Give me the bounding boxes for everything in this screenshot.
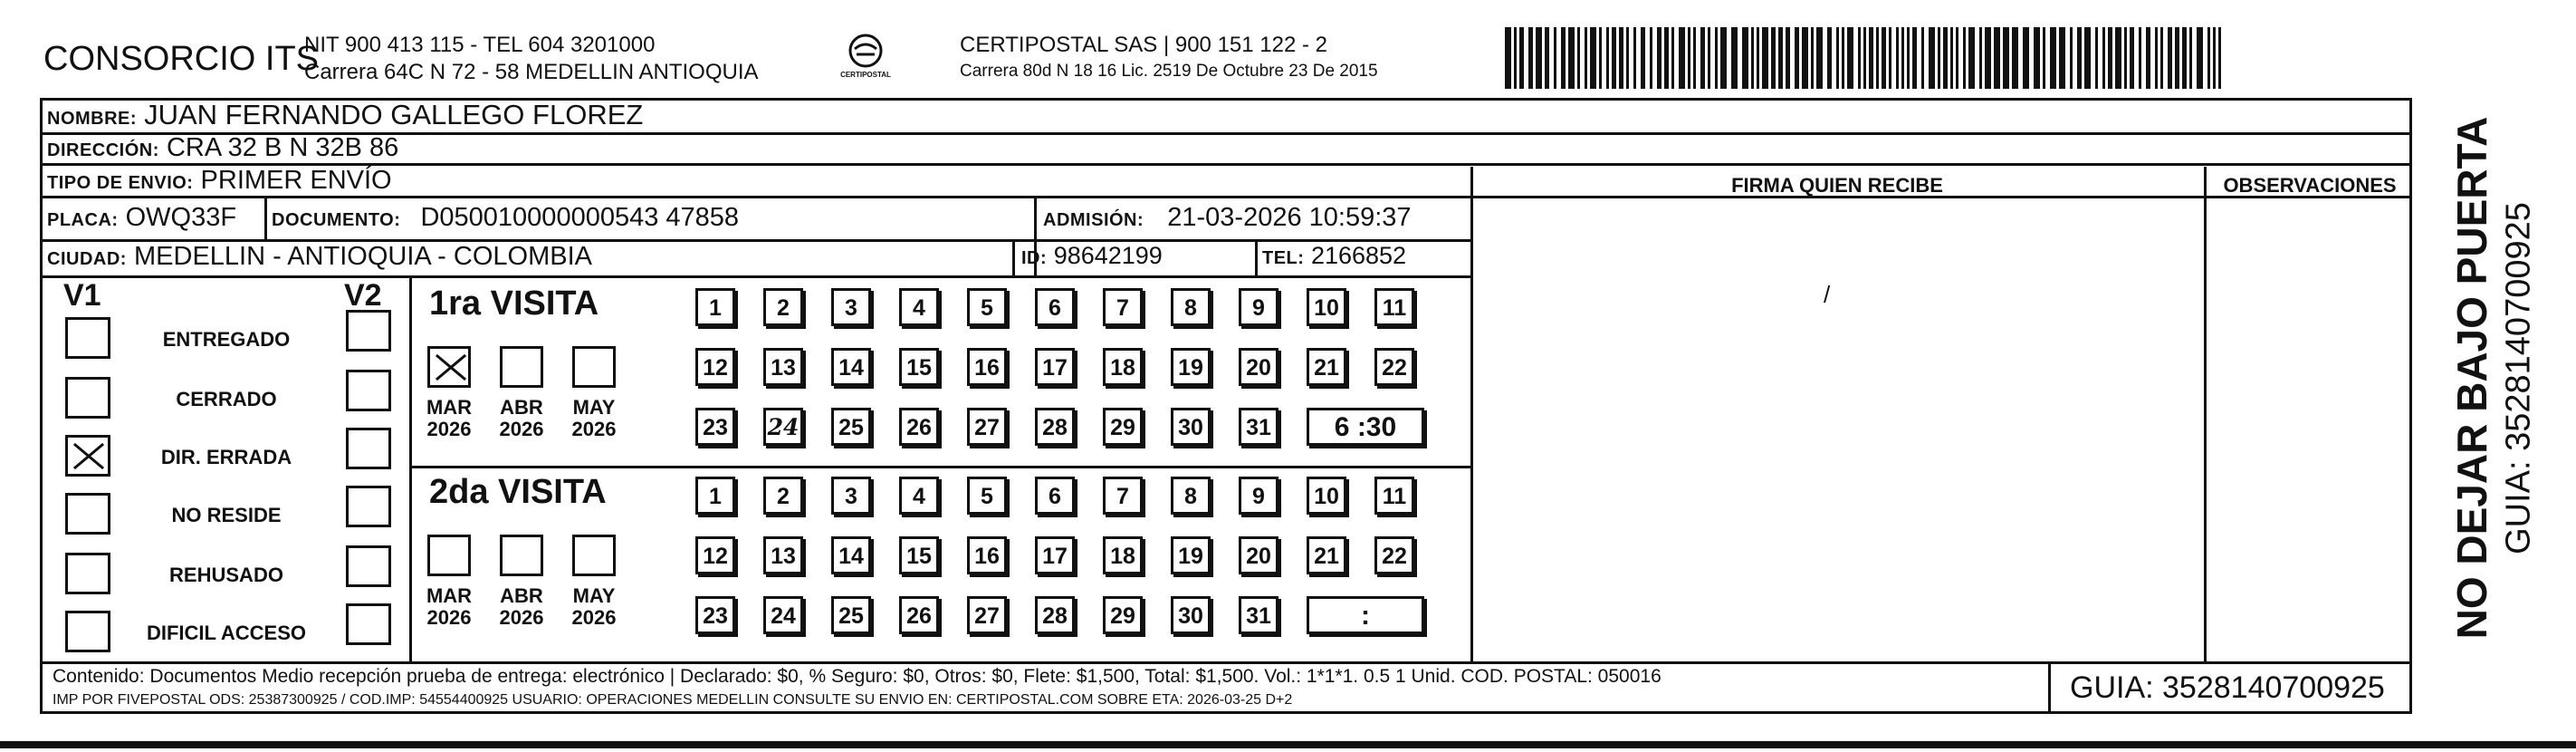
day-cell[interactable]: 20 xyxy=(1239,348,1278,386)
day-cell[interactable]: 27 xyxy=(967,408,1007,446)
barcode-bar xyxy=(1650,27,1652,89)
barcode-bar xyxy=(2108,27,2112,89)
id-label: ID: xyxy=(1021,248,1048,268)
day-cell[interactable]: 29 xyxy=(1103,408,1143,446)
month-name: MAR xyxy=(426,584,473,607)
rule xyxy=(40,661,2412,664)
day-cell[interactable]: 5 xyxy=(967,288,1007,326)
barcode-bar xyxy=(1921,27,1924,89)
id-value: 98642199 xyxy=(1053,242,1163,269)
barcode-bar xyxy=(2124,27,2127,89)
day-cell[interactable]: 15 xyxy=(899,348,939,386)
day-cell[interactable]: 14 xyxy=(831,348,871,386)
barcode-bar xyxy=(1626,27,1629,89)
day-cell[interactable]: 30 xyxy=(1171,408,1211,446)
barcode-bar xyxy=(1869,27,1873,89)
placa-value: OWQ33F xyxy=(125,203,237,232)
barcode-bar xyxy=(1762,27,1768,89)
day-cell[interactable]: 3 xyxy=(831,477,871,515)
footer-guia: GUIA: 3528140700925 xyxy=(2070,670,2385,705)
month-name: MAY xyxy=(572,584,616,607)
barcode-bar xyxy=(1568,27,1575,89)
barcode-bar xyxy=(1700,27,1705,89)
barcode-bar xyxy=(2003,27,2009,89)
v1-header: V1 xyxy=(63,278,101,313)
side-guia: GUIA: 3528140700925 xyxy=(2499,202,2538,554)
footer-content: Contenido: Documentos Medio recepción prueba de entrega: electrónico | Declarado: $0, % Seguro: $0, Otros: $0, Flete: $1,500, Total: $1,500. Vol.: 1*1*1. 0.5 1 Unid. COD. POSTAL: 050016 xyxy=(53,666,1661,687)
nombre-field xyxy=(47,99,643,131)
barcode-bar xyxy=(1505,27,1511,89)
day-cell[interactable]: 28 xyxy=(1035,408,1075,446)
barcode-bar xyxy=(1612,27,1616,89)
barcode-bar xyxy=(1679,27,1685,89)
visit-title: 1ra VISITA xyxy=(429,284,599,323)
status-label: DIR. ERRADA xyxy=(160,446,292,468)
rule xyxy=(2048,661,2051,714)
direccion-value: CRA 32 B N 32B 86 xyxy=(166,133,399,162)
documento-value: D050010000000543 47858 xyxy=(420,203,740,232)
ciudad-label: CIUDAD: xyxy=(47,249,127,269)
day-cell[interactable]: 26 xyxy=(899,408,939,446)
day-cell[interactable]: 6 xyxy=(1035,288,1075,326)
id-field xyxy=(1021,242,1163,270)
month-checkbox[interactable] xyxy=(572,346,616,388)
tipo-envio-value: PRIMER ENVÍO xyxy=(200,166,392,195)
company-nit: NIT 900 413 115 - TEL 604 3201000 xyxy=(304,33,656,57)
v2-checkbox[interactable] xyxy=(346,370,391,411)
placa-field xyxy=(47,203,236,233)
day-cell[interactable]: 18 xyxy=(1103,348,1143,386)
tel-field xyxy=(1262,242,1406,270)
visit-title: 2da VISITA xyxy=(429,473,607,511)
status-label: NO RESIDE xyxy=(171,504,282,526)
day-cell[interactable]: 13 xyxy=(763,536,803,574)
day-cell[interactable]: 28 xyxy=(1035,596,1075,634)
barcode-bar xyxy=(1561,27,1566,89)
barcode-bar xyxy=(2207,27,2210,89)
month-label xyxy=(420,397,478,440)
nombre-label: NOMBRE: xyxy=(47,109,138,129)
barcode-bar xyxy=(2023,27,2029,89)
day-cell[interactable]: 1 xyxy=(695,477,735,515)
barcode-bar xyxy=(2189,27,2192,89)
v2-header: V2 xyxy=(344,278,382,313)
month-name: MAY xyxy=(572,396,616,419)
barcode-bar xyxy=(1858,27,1861,89)
day-cell[interactable]: 5 xyxy=(967,477,1007,515)
day-cell[interactable]: 19 xyxy=(1171,536,1211,574)
rule xyxy=(409,466,1470,468)
barcode-bar xyxy=(2139,27,2141,89)
month-checkbox[interactable] xyxy=(427,346,471,388)
day-cell[interactable]: 9 xyxy=(1239,477,1278,515)
barcode-bar xyxy=(2070,27,2073,89)
v2-checkbox[interactable] xyxy=(346,310,391,352)
barcode-bar xyxy=(1664,27,1669,89)
day-cell[interactable]: 18 xyxy=(1103,536,1143,574)
day-cell[interactable]: 16 xyxy=(967,536,1007,574)
barcode-bar xyxy=(1757,27,1759,89)
day-cell[interactable]: 29 xyxy=(1103,596,1143,634)
v1-checkbox[interactable] xyxy=(65,493,110,535)
barcode-bar xyxy=(1778,27,1783,89)
time-field[interactable]: 6 :30 xyxy=(1307,408,1424,446)
barcode-bar xyxy=(1882,27,1886,89)
tipo-envio-label: TIPO DE ENVIO: xyxy=(47,173,194,193)
barcode-bar xyxy=(1979,27,1982,89)
day-cell[interactable]: 10 xyxy=(1307,288,1346,326)
v1-checkbox[interactable] xyxy=(65,435,110,477)
day-cell[interactable]: 24 xyxy=(763,408,803,446)
day-cell[interactable]: 11 xyxy=(1374,477,1414,515)
barcode-bar xyxy=(1876,27,1879,89)
month-label xyxy=(493,397,551,440)
barcode-bar xyxy=(2182,27,2187,89)
v2-checkbox[interactable] xyxy=(346,486,391,527)
day-cell[interactable]: 10 xyxy=(1307,477,1346,515)
barcode-bar xyxy=(2155,27,2158,89)
barcode-bar xyxy=(2130,27,2134,89)
barcode-bar xyxy=(1545,27,1549,89)
day-cell[interactable]: 8 xyxy=(1171,477,1211,515)
day-cell[interactable]: 15 xyxy=(899,536,939,574)
signature-mark: / xyxy=(1824,281,1831,308)
day-cell[interactable]: 7 xyxy=(1103,477,1143,515)
barcode-bar xyxy=(1731,27,1738,89)
status-label: REHUSADO xyxy=(169,564,283,586)
ciudad-value: MEDELLIN - ANTIOQUIA - COLOMBIA xyxy=(134,242,592,271)
day-cell[interactable]: 21 xyxy=(1307,348,1346,386)
rule xyxy=(1255,239,1258,275)
barcode-bar xyxy=(1907,27,1910,89)
barcode-bar xyxy=(1693,27,1696,89)
company-name: CONSORCIO ITS xyxy=(43,40,320,78)
barcode-bar xyxy=(1836,27,1839,89)
barcode-bar xyxy=(2213,27,2216,89)
barcode-bar xyxy=(1633,27,1636,89)
v1-checkbox[interactable] xyxy=(65,377,110,419)
day-cell[interactable]: 21 xyxy=(1307,536,1346,574)
day-cell[interactable]: 16 xyxy=(967,348,1007,386)
month-year: 2026 xyxy=(426,418,472,440)
certipostal-logo xyxy=(838,31,893,85)
admision-label: ADMISIÓN: xyxy=(1043,210,1144,230)
barcode-bar xyxy=(1519,27,1524,89)
barcode-bar xyxy=(1606,27,1609,89)
month-year: 2026 xyxy=(571,418,617,440)
barcode-bar xyxy=(1827,27,1832,89)
barcode-bar xyxy=(1847,27,1853,89)
month-year: 2026 xyxy=(571,606,617,629)
month-label xyxy=(493,585,551,629)
day-cell[interactable]: 31 xyxy=(1239,408,1278,446)
company-address: Carrera 64C N 72 - 58 MEDELLIN ANTIOQUIA xyxy=(304,60,759,84)
rule xyxy=(1470,167,1473,661)
day-cell[interactable]: 4 xyxy=(899,288,939,326)
day-cell[interactable]: 4 xyxy=(899,477,939,515)
barcode-bar xyxy=(1816,27,1823,89)
barcode-bar xyxy=(2012,27,2018,89)
v1-checkbox[interactable] xyxy=(65,553,110,594)
day-cell[interactable]: 31 xyxy=(1239,596,1278,634)
day-cell[interactable]: 14 xyxy=(831,536,871,574)
barcode-bar xyxy=(1994,27,2000,89)
barcode-bar xyxy=(2050,27,2056,89)
day-cell[interactable]: 7 xyxy=(1103,288,1143,326)
rule xyxy=(1012,239,1015,275)
month-checkbox[interactable] xyxy=(500,346,543,388)
barcode-bar xyxy=(1720,27,1727,89)
day-cell[interactable]: 6 xyxy=(1035,477,1075,515)
barcode-bar xyxy=(2146,27,2150,89)
rule xyxy=(264,196,267,239)
day-cell[interactable]: 30 xyxy=(1171,596,1211,634)
barcode-bar xyxy=(1950,27,1953,89)
barcode-bar xyxy=(1619,27,1623,89)
barcode-bar xyxy=(1938,27,1940,89)
barcode-bar xyxy=(1514,27,1517,89)
barcode-bar xyxy=(2034,27,2040,89)
day-cell[interactable]: 17 xyxy=(1035,536,1075,574)
barcode-bar xyxy=(1811,27,1814,89)
day-cell[interactable]: 22 xyxy=(1374,536,1414,574)
month-checkbox[interactable] xyxy=(427,535,471,576)
month-label xyxy=(420,585,478,629)
barcode-bar xyxy=(2218,27,2221,89)
day-cell[interactable]: 27 xyxy=(967,596,1007,634)
barcode-bar xyxy=(2160,27,2163,89)
v2-checkbox[interactable] xyxy=(346,428,391,469)
day-cell[interactable]: 25 xyxy=(831,596,871,634)
barcode-bar xyxy=(1657,27,1661,89)
admision-field xyxy=(1043,203,1412,233)
carrier-name: CERTIPOSTAL SAS | 900 151 122 - 2 xyxy=(960,33,1327,57)
barcode-bar xyxy=(1771,27,1776,89)
day-cell[interactable]: 23 xyxy=(695,408,735,446)
day-cell[interactable]: 23 xyxy=(695,596,735,634)
nombre-value: JUAN FERNANDO GALLEGO FLOREZ xyxy=(144,99,644,130)
placa-label: PLACA: xyxy=(47,210,119,230)
tel-label: TEL: xyxy=(1262,248,1305,268)
day-cell[interactable]: 25 xyxy=(831,408,871,446)
direccion-field xyxy=(47,133,398,163)
rule xyxy=(40,275,1470,278)
day-cell[interactable]: 13 xyxy=(763,348,803,386)
barcode-bar xyxy=(1929,27,1935,89)
barcode-bar xyxy=(2077,27,2082,89)
month-year: 2026 xyxy=(426,606,472,629)
firma-header: FIRMA QUIEN RECIBE xyxy=(1731,174,1943,197)
day-cell[interactable]: 8 xyxy=(1171,288,1211,326)
bottom-rule xyxy=(0,741,2576,748)
month-checkbox[interactable] xyxy=(500,535,543,576)
barcode-bar xyxy=(1901,27,1904,89)
logo-caption: CERTIPOSTAL xyxy=(840,71,891,79)
barcode-bar xyxy=(1708,27,1710,89)
barcode-bar xyxy=(1671,27,1674,89)
barcode-bar xyxy=(1912,27,1917,89)
admision-value: 21-03-2026 10:59:37 xyxy=(1167,203,1412,232)
month-label xyxy=(565,397,623,440)
barcode-bar xyxy=(1956,27,1958,89)
day-cell[interactable]: 2 xyxy=(763,477,803,515)
barcode-bar xyxy=(1536,27,1542,89)
v1-checkbox[interactable] xyxy=(65,611,110,652)
barcode-bar xyxy=(1896,27,1899,89)
barcode-bar xyxy=(2168,27,2172,89)
side-warning: NO DEJAR BAJO PUERTA xyxy=(2448,116,2495,640)
day-cell[interactable]: 22 xyxy=(1374,348,1414,386)
barcode-bar xyxy=(1641,27,1645,89)
barcode-bar xyxy=(1585,27,1587,89)
month-checkbox[interactable] xyxy=(572,535,616,576)
barcode-bar xyxy=(1802,27,1808,89)
day-cell[interactable]: 2 xyxy=(763,288,803,326)
barcode-bar xyxy=(1842,27,1844,89)
barcode-bar xyxy=(1968,27,1975,89)
rule xyxy=(2204,167,2207,661)
day-cell[interactable]: 19 xyxy=(1171,348,1211,386)
barcode-bar xyxy=(2175,27,2179,89)
month-year: 2026 xyxy=(499,606,544,629)
day-cell[interactable]: 20 xyxy=(1239,536,1278,574)
barcode-bar xyxy=(2059,27,2065,89)
day-cell[interactable]: 3 xyxy=(831,288,871,326)
barcode-bar xyxy=(2115,27,2121,89)
barcode-bar xyxy=(1590,27,1596,89)
tel-value: 2166852 xyxy=(1310,242,1407,269)
barcode-bar xyxy=(1963,27,1966,89)
month-name: ABR xyxy=(500,396,543,419)
barcode-bar xyxy=(2102,27,2105,89)
day-cell[interactable]: 17 xyxy=(1035,348,1075,386)
status-label: ENTREGADO xyxy=(162,328,291,351)
observaciones-header: OBSERVACIONES xyxy=(2223,174,2397,197)
footer-imp: IMP POR FIVEPOSTAL ODS: 25387300925 / COD.IMP: 54554400925 USUARIO: OPERACIONES MEDELLIN CONSULTE SU ENVIO EN: CERTIPOSTAL.COM SOBRE ETA: 2026-03-25 D+2 xyxy=(53,692,1293,708)
barcode-bar xyxy=(2084,27,2091,89)
month-label xyxy=(565,585,623,629)
rule xyxy=(40,163,2412,166)
documento-label: DOCUMENTO: xyxy=(272,210,401,230)
barcode-bar xyxy=(1742,27,1748,89)
v2-checkbox[interactable] xyxy=(346,603,391,645)
status-label: DIFICIL ACCESO xyxy=(146,622,306,644)
barcode-bar xyxy=(1863,27,1866,89)
ciudad-field xyxy=(47,242,592,272)
day-cell[interactable]: 26 xyxy=(899,596,939,634)
month-name: ABR xyxy=(500,584,543,607)
barcode-bar xyxy=(1795,27,1799,89)
barcode-bar xyxy=(1715,27,1718,89)
day-cell[interactable]: 9 xyxy=(1239,288,1278,326)
v2-checkbox[interactable] xyxy=(346,545,391,587)
barcode-bar xyxy=(1889,27,1891,89)
barcode-bar xyxy=(2197,27,2203,89)
tipo-envio-field xyxy=(47,166,392,196)
barcode-bar xyxy=(1599,27,1602,89)
barcode xyxy=(1505,0,2229,100)
side-text xyxy=(2419,116,2538,643)
day-cell[interactable]: 12 xyxy=(695,348,735,386)
barcode-bar xyxy=(1528,27,1533,89)
barcode-bar xyxy=(1554,27,1556,89)
barcode-bar xyxy=(2095,27,2098,89)
day-cell[interactable]: 24 xyxy=(763,596,803,634)
v1-checkbox[interactable] xyxy=(65,317,110,359)
month-name: MAR xyxy=(426,396,473,419)
rule xyxy=(409,275,412,661)
documento-field xyxy=(272,203,739,233)
direccion-label: DIRECCIÓN: xyxy=(47,140,159,160)
month-year: 2026 xyxy=(499,418,544,440)
barcode-bar xyxy=(1943,27,1948,89)
barcode-bar xyxy=(1577,27,1580,89)
time-field[interactable]: : xyxy=(1307,596,1424,634)
barcode-bar xyxy=(1985,27,1991,89)
status-label: CERRADO xyxy=(176,388,277,410)
day-cell[interactable]: 12 xyxy=(695,536,735,574)
barcode-bar xyxy=(1688,27,1690,89)
carrier-address: Carrera 80d N 18 16 Lic. 2519 De Octubre 23 De 2015 xyxy=(960,62,1378,81)
barcode-bar xyxy=(1786,27,1790,89)
barcode-bar xyxy=(1751,27,1754,89)
day-cell[interactable]: 11 xyxy=(1374,288,1414,326)
barcode-bar xyxy=(2043,27,2045,89)
day-cell[interactable]: 1 xyxy=(695,288,735,326)
